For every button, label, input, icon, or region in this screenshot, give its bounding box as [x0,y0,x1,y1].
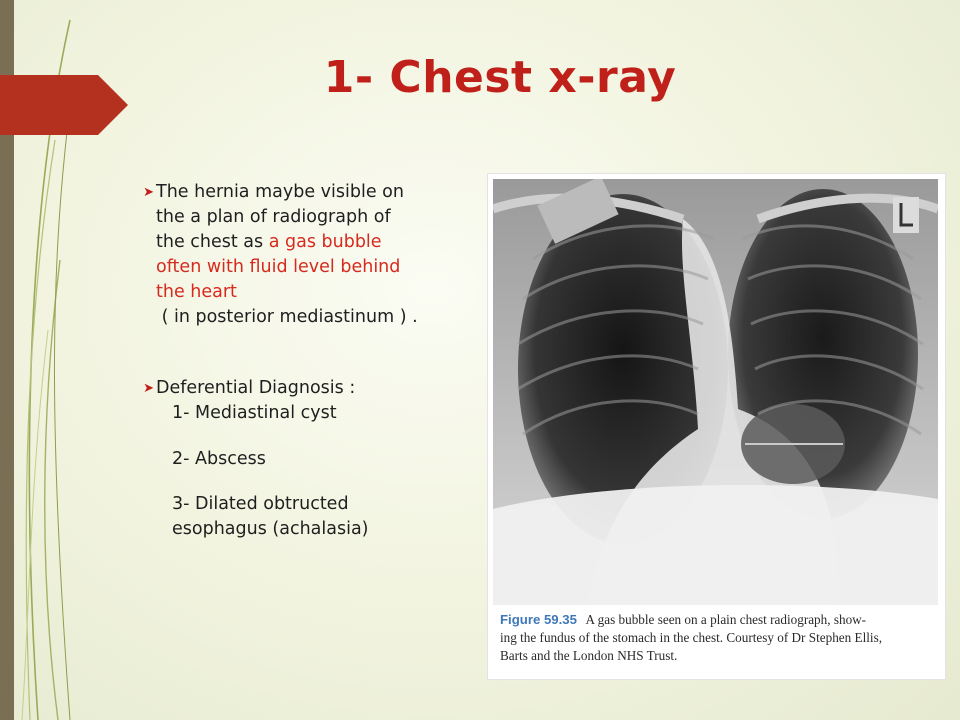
caption-line: ing the fundus of the stomach in the chest. Courtesy of Dr Stephen Ellis, [500,630,883,645]
bullet-line: the a plan of radiograph of [156,207,391,227]
caption-line: Barts and the London NHS Trust. [500,648,678,663]
figure-panel [487,173,946,680]
list-item: 1- Mediastinal cyst [172,403,337,423]
slide-title: 1- Chest x-ray [323,52,677,103]
title-tab [0,75,128,135]
figure-caption [500,611,938,665]
arrow-bullet-icon: ➤ [143,185,154,200]
bullet-line: the chest as [156,232,269,252]
chest-radiograph [493,179,938,605]
bullet-content [130,180,470,562]
list-item: 2- Abscess [172,449,266,469]
bullet-line: ( in posterior mediastinum ) . [156,307,418,327]
list-item: esophagus (achalasia) [172,519,369,539]
highlight-text: the heart [156,282,237,302]
bullet-line: The hernia maybe visible on [156,182,404,202]
arrow-bullet-icon: ➤ [143,381,154,396]
highlight-text: a gas bubble [268,232,382,252]
differential-list [130,401,470,542]
list-item: 3- Dilated obtructed [172,494,349,514]
bullet-differential [130,376,470,401]
bullet-hernia [130,180,470,330]
highlight-text: often with fluid level behind [156,257,401,277]
figure-label: Figure 59.35 [500,612,577,627]
caption-line: A gas bubble seen on a plain chest radiograph, show- [585,612,867,627]
bullet-text [156,180,418,330]
differential-heading: Deferential Diagnosis : [156,378,356,398]
